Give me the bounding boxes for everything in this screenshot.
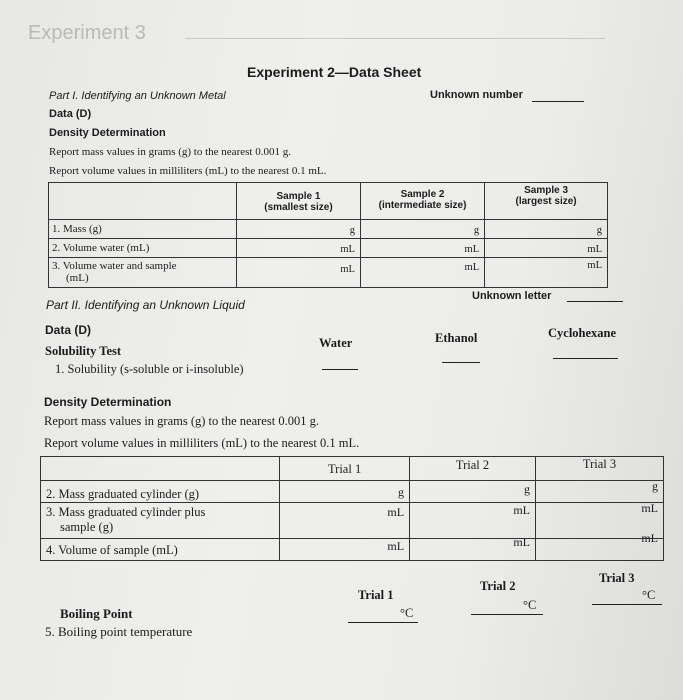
ghost-title: Experiment 3: [28, 22, 146, 44]
unit-label: g: [473, 225, 480, 236]
metal-density-table: [48, 182, 608, 288]
entry-cell[interactable]: [360, 239, 484, 258]
unit-label: mL: [340, 244, 355, 255]
solubility-label: Solubility Test: [45, 344, 122, 358]
row-label: [49, 239, 237, 258]
part1-volume-instruction: Report volume values in milliliters (mL) to the nearest 0.1 mL.: [49, 165, 327, 177]
col-header-trial-2: [410, 457, 536, 481]
unit-label: g: [349, 225, 355, 236]
table-row: [49, 239, 608, 258]
row-label-text: 3. Volume water and sample: [52, 260, 177, 272]
part1-density-label: Density Determination: [49, 127, 166, 139]
unit-label: g: [652, 479, 658, 493]
row-label-text: 4. Volume of sample (mL): [46, 543, 178, 557]
entry-cell[interactable]: [237, 220, 361, 239]
unknown-number-label: Unknown number: [430, 89, 523, 101]
entry-cell[interactable]: [536, 531, 664, 561]
col-header-trial-3: [536, 457, 664, 481]
entry-cell[interactable]: [237, 239, 361, 258]
boiling-trial-3-label: Trial 3: [599, 571, 635, 585]
unit-label: mL: [387, 539, 405, 553]
col-header-sample-1: [237, 183, 361, 220]
entry-cell[interactable]: [360, 258, 484, 288]
entry-cell[interactable]: [237, 258, 361, 288]
boiling-point-item: 5. Boiling point temperature: [45, 624, 193, 639]
entry-cell[interactable]: [280, 539, 410, 561]
degree-unit: °C: [400, 606, 414, 620]
col-header-line: Sample 2: [400, 189, 445, 200]
part1-heading: Part I. Identifying an Unknown Metal: [49, 90, 226, 102]
part2-heading: Part II. Identifying an Unknown Liquid: [46, 298, 245, 312]
entry-cell[interactable]: [410, 503, 536, 539]
entry-cell[interactable]: [485, 220, 608, 239]
corner-cell: [41, 457, 280, 481]
table-row: [41, 503, 664, 539]
row-label: [41, 481, 280, 503]
col-header-sample-3: [485, 183, 608, 220]
col-header-line: (smallest size): [264, 202, 333, 213]
row-label-text: sample (g): [60, 520, 114, 534]
water-solubility-field[interactable]: [322, 369, 358, 370]
page-title: Experiment 2—Data Sheet: [247, 64, 422, 80]
entry-cell[interactable]: [536, 481, 664, 503]
row-label: [41, 539, 280, 561]
unit-label: mL: [641, 501, 658, 515]
unit-label: mL: [587, 260, 602, 271]
unknown-letter-label: Unknown letter: [472, 290, 552, 302]
ethanol-solubility-field[interactable]: [442, 362, 480, 363]
row-label-text: 2. Mass graduated cylinder (g): [46, 487, 200, 501]
solubility-item: 1. Solubility (s-soluble or i-insoluble): [55, 362, 244, 376]
entry-cell[interactable]: [360, 220, 484, 239]
table-row: [41, 539, 664, 561]
part2-data-label: Data (D): [45, 323, 92, 337]
entry-cell[interactable]: [410, 481, 536, 503]
col-header-text: Trial 3: [582, 457, 617, 471]
boiling-trial-2-field[interactable]: [471, 614, 543, 615]
unit-label: mL: [587, 244, 602, 255]
boiling-trial-3-field[interactable]: [592, 604, 662, 605]
entry-cell[interactable]: [280, 481, 410, 503]
unit-label: mL: [513, 503, 531, 517]
row-label-text: 2. Volume water (mL): [52, 242, 150, 254]
unit-label: mL: [464, 262, 480, 273]
row-label-text: 1. Mass (g): [52, 223, 102, 235]
liquid-ethanol-label: Ethanol: [435, 331, 478, 345]
part2-volume-instruction: Report volume values in milliliters (mL) to the nearest 0.1 mL.: [44, 436, 360, 450]
unit-label: mL: [513, 535, 531, 549]
part1-mass-instruction: Report mass values in grams (g) to the nearest 0.001 g.: [49, 146, 291, 158]
unit-label: g: [398, 485, 405, 499]
unknown-letter-field[interactable]: [567, 301, 623, 302]
unit-label: g: [596, 225, 602, 236]
part2-density-label: Density Determination: [44, 395, 172, 409]
liquid-water-label: Water: [319, 336, 353, 350]
unknown-number-field[interactable]: [532, 101, 584, 102]
table-row: [41, 481, 664, 503]
ghost-rule: [185, 38, 605, 39]
table-row: [49, 258, 608, 288]
col-header-line: (largest size): [515, 196, 577, 207]
row-label-text: 3. Mass graduated cylinder plus: [46, 505, 206, 519]
unit-label: mL: [641, 531, 658, 545]
part2-mass-instruction: Report mass values in grams (g) to the nearest 0.001 g.: [44, 414, 319, 428]
unit-label: mL: [387, 505, 405, 519]
col-header-line: Sample 1: [276, 191, 321, 202]
col-header-text: Trial 1: [327, 462, 362, 476]
unit-label: g: [524, 482, 531, 496]
liquid-cyclohexane-label: Cyclohexane: [548, 326, 617, 340]
part1-data-label: Data (D): [49, 108, 92, 120]
col-header-trial-1: [280, 457, 410, 481]
entry-cell[interactable]: [410, 535, 536, 561]
boiling-trial-1-field[interactable]: [348, 622, 418, 623]
boiling-trial-1-label: Trial 1: [358, 588, 394, 602]
entry-cell[interactable]: [485, 239, 608, 258]
unit-label: mL: [464, 244, 480, 255]
col-header-line: (intermediate size): [378, 200, 467, 211]
entry-cell[interactable]: [485, 258, 608, 288]
cyclohexane-solubility-field[interactable]: [553, 358, 618, 359]
col-header-text: Trial 2: [455, 458, 490, 472]
degree-unit: °C: [523, 598, 537, 612]
row-label: [49, 258, 237, 288]
entry-cell[interactable]: [280, 503, 410, 539]
degree-unit: °C: [642, 588, 656, 602]
liquid-density-table: [40, 456, 664, 561]
boiling-point-label: Boiling Point: [60, 606, 133, 621]
corner-cell: [49, 183, 237, 220]
row-label-text: (mL): [66, 272, 89, 284]
unit-label: mL: [340, 264, 355, 275]
col-header-line: Sample 3: [524, 185, 569, 196]
table-row: [49, 220, 608, 239]
col-header-sample-2: [360, 183, 484, 220]
boiling-trial-2-label: Trial 2: [480, 579, 516, 593]
row-label: [41, 503, 280, 539]
row-label: [49, 220, 237, 239]
